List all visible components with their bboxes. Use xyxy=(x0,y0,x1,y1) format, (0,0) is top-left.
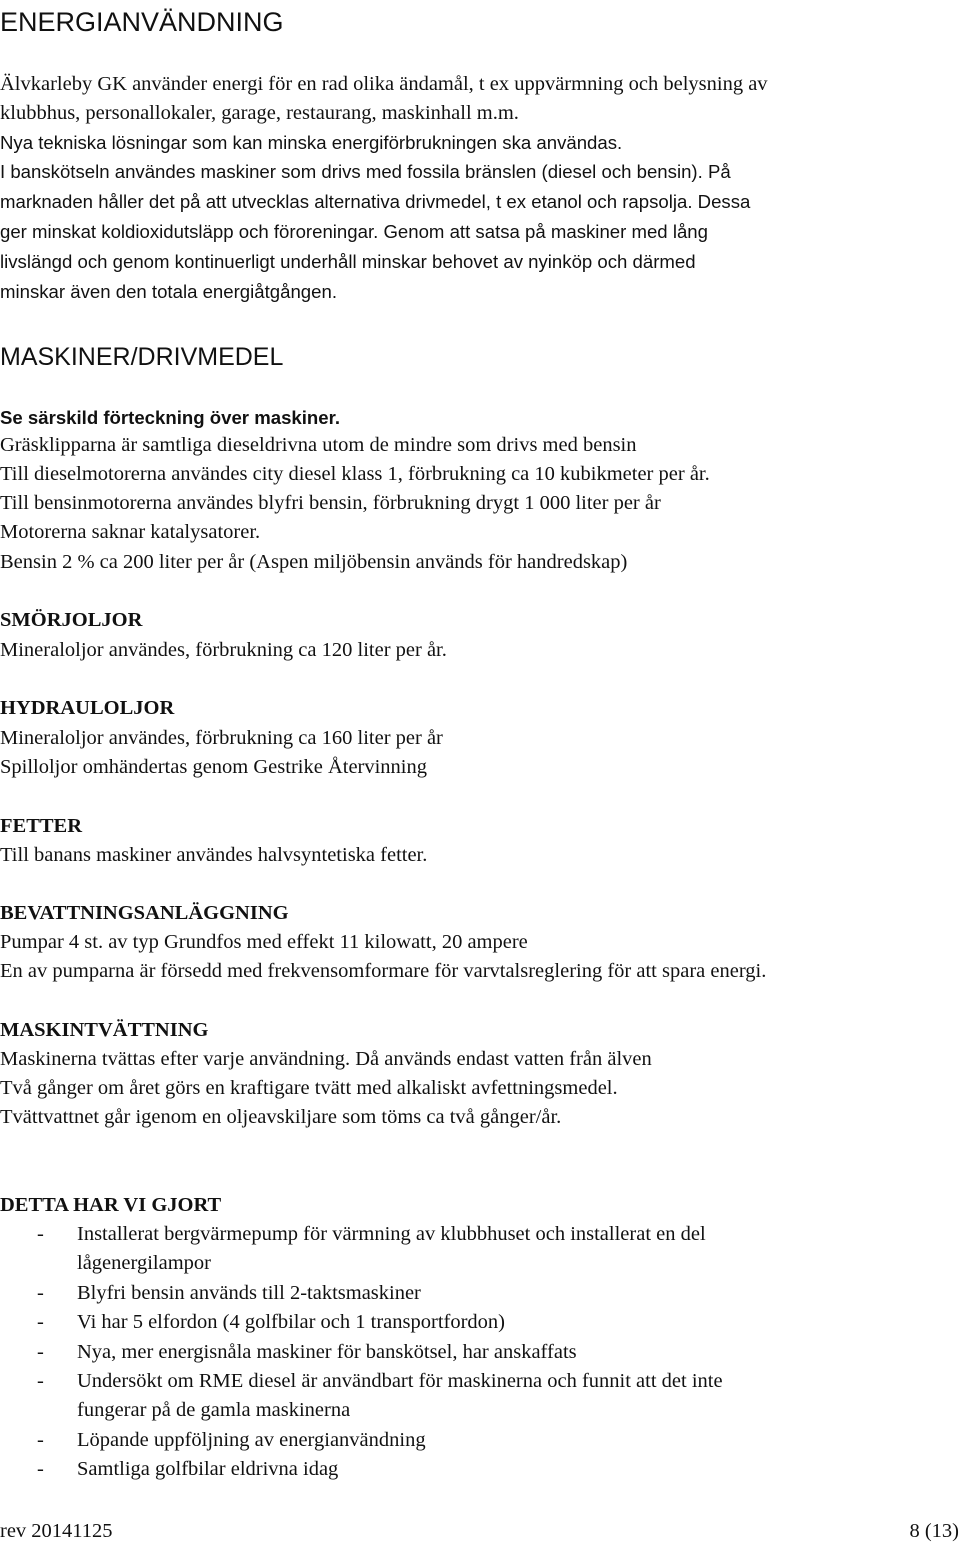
text-line: Tvättvattnet går igenom en oljeavskiljare som töms ca två gånger/år. xyxy=(0,1106,562,1128)
list-dash: - xyxy=(37,1370,44,1392)
section-heading-gjort: DETTA HAR VI GJORT xyxy=(0,1194,222,1216)
intro-line: I banskötseln användes maskiner som drivs med fossila bränslen (diesel och bensin). På xyxy=(0,161,731,182)
list-dash: - xyxy=(37,1458,44,1480)
section-heading-maskiner: MASKINER/DRIVMEDEL xyxy=(0,343,284,371)
text-line: Mineraloljor användes, förbrukning ca 160 liter per år xyxy=(0,727,443,749)
footer-revision: rev 20141125 xyxy=(0,1520,113,1542)
text-line: Till bensinmotorerna användes blyfri bensin, förbrukning drygt 1 000 liter per år xyxy=(0,492,661,514)
section-heading-hydrauloljor: HYDRAULOLJOR xyxy=(0,697,175,719)
text-line: Till banans maskiner användes halvsyntetiska fetter. xyxy=(0,844,428,866)
intro-line: klubbhus, personallokaler, garage, restaurang, maskinhall m.m. xyxy=(0,102,519,124)
text-line: Maskinerna tvättas efter varje användning. Då används endast vatten från älven xyxy=(0,1048,652,1070)
intro-line: Nya tekniska lösningar som kan minska energiförbrukningen ska användas. xyxy=(0,132,623,153)
intro-line: Älvkarleby GK använder energi för en rad olika ändamål, t ex uppvärmning och belysning av xyxy=(0,73,768,95)
text-line: Spilloljor omhändertas genom Gestrike Återvinning xyxy=(0,756,428,778)
list-dash: - xyxy=(37,1429,44,1451)
list-dash: - xyxy=(37,1311,44,1333)
section-heading-bevattning: BEVATTNINGSANLÄGGNING xyxy=(0,902,289,924)
list-dash: - xyxy=(37,1341,44,1363)
list-item: Nya, mer energisnåla maskiner för banskötsel, har anskaffats xyxy=(77,1341,577,1363)
section-heading-fetter: FETTER xyxy=(0,815,83,837)
intro-line: livslängd och genom kontinuerligt underhåll minskar behovet av nyinköp och därmed xyxy=(0,251,696,272)
footer-page-number: 8 (13) xyxy=(909,1520,959,1542)
list-item: Löpande uppföljning av energianvändning xyxy=(77,1429,426,1451)
text-line: Motorerna saknar katalysatorer. xyxy=(0,521,261,543)
section-heading-smorjoljor: SMÖRJOLJOR xyxy=(0,609,143,631)
text-line: Mineraloljor användes, förbrukning ca 120 liter per år. xyxy=(0,639,447,661)
list-dash: - xyxy=(37,1223,44,1245)
list-item: Samtliga golfbilar eldrivna idag xyxy=(77,1458,339,1480)
intro-line: marknaden håller det på att utvecklas alternativa drivmedel, t ex etanol och rapsolja. Dessa xyxy=(0,191,751,212)
text-line: Bensin 2 % ca 200 liter per år (Aspen miljöbensin används för handredskap) xyxy=(0,551,628,573)
section-heading-maskintvattning: MASKINTVÄTTNING xyxy=(0,1019,209,1041)
list-item: Vi har 5 elfordon (4 golfbilar och 1 transportfordon) xyxy=(77,1311,506,1333)
text-line: Pumpar 4 st. av typ Grundfos med effekt 11 kilowatt, 20 ampere xyxy=(0,931,528,953)
text-line: Två gånger om året görs en kraftigare tvätt med alkaliskt avfettningsmedel. xyxy=(0,1077,618,1099)
intro-line: minskar även den totala energiåtgången. xyxy=(0,281,337,302)
list-dash: - xyxy=(37,1282,44,1304)
page-title: ENERGIANVÄNDNING xyxy=(0,7,284,37)
intro-line: ger minskat koldioxidutsläpp och föroreningar. Genom att satsa på maskiner med lång xyxy=(0,221,708,242)
list-item-continuation: lågenergilampor xyxy=(77,1252,211,1274)
list-item: Blyfri bensin används till 2-taktsmaskiner xyxy=(77,1282,421,1304)
section-subheading: Se särskild förteckning över maskiner. xyxy=(0,407,341,428)
list-item: Undersökt om RME diesel är användbart för maskinerna och funnit att det inte xyxy=(77,1370,723,1392)
list-item-continuation: fungerar på de gamla maskinerna xyxy=(77,1399,351,1421)
list-item: Installerat bergvärmepump för värmning av klubbhuset och installerat en del xyxy=(77,1223,706,1245)
text-line: Gräsklipparna är samtliga dieseldrivna utom de mindre som drivs med bensin xyxy=(0,434,637,456)
text-line: Till dieselmotorerna användes city diesel klass 1, förbrukning ca 10 kubikmeter per år. xyxy=(0,463,710,485)
text-line: En av pumparna är försedd med frekvensomformare för varvtalsreglering för att spara energi. xyxy=(0,960,767,982)
